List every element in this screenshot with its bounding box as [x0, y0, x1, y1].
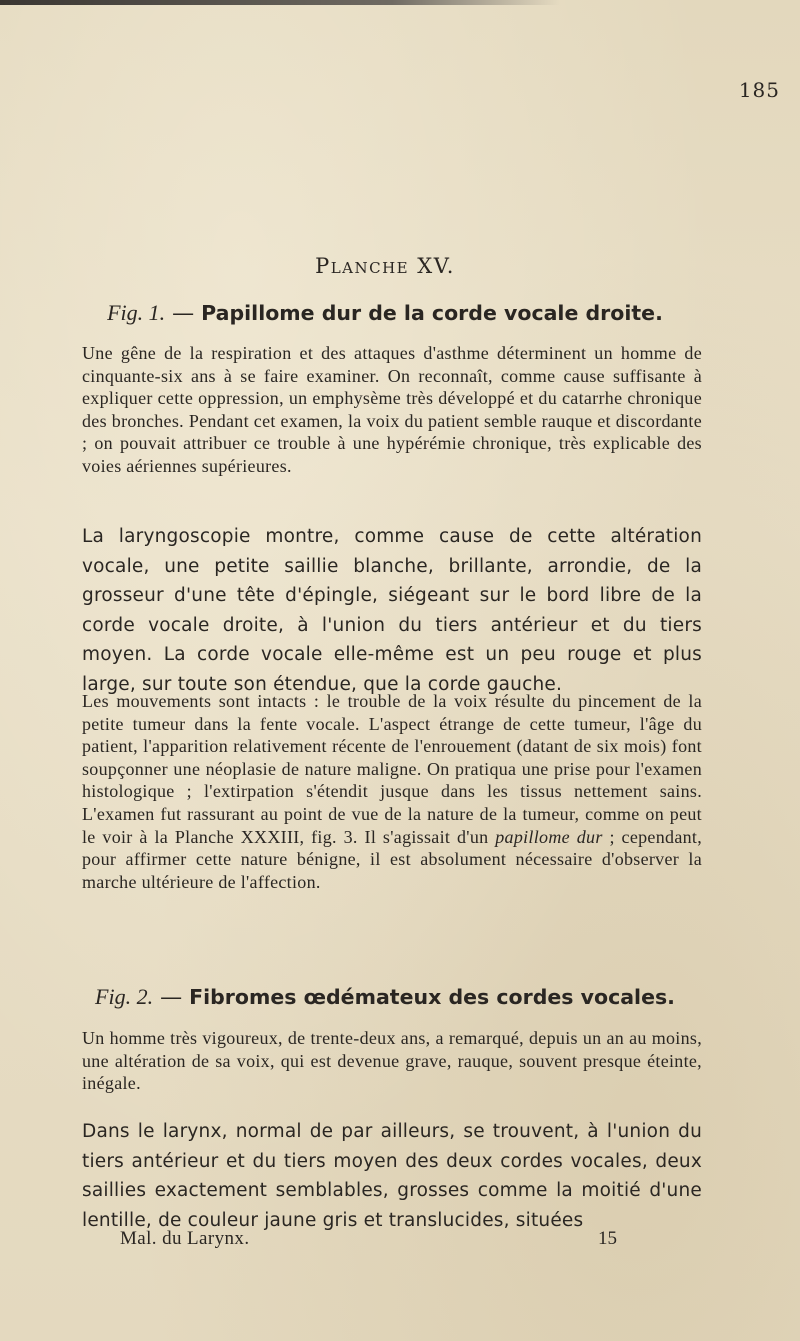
page-top-edge [0, 0, 560, 5]
fig2-dash: — [153, 985, 190, 1010]
footer-book-title: Mal. du Larynx. [120, 1228, 250, 1249]
fig1-heading [0, 300, 770, 326]
fig1-paragraph-3 [82, 690, 702, 893]
fig1-dash: — [165, 301, 202, 326]
fig1-paragraph-1: Une gêne de la respiration et des attaques d'asthme déterminent un homme de cinquante-six ans à se faire examiner. On reconnaît, comme cause suffisante à expliquer cette oppression, un emphysème très développé et du catarrhe chronique des bronches. Pendant cet examen, la voix du patient semble rauque et discordante ; on pouvait attribuer ce trouble à une hypérémie chronique, très explicable des voies aériennes supérieures. [82, 343, 702, 476]
fig2-paragraph-1: Un homme très vigoureux, de trente-deux ans, a remarqué, depuis un an au moins, une altération de sa voix, qui est devenue grave, rauque, souvent presque éteinte, inégale. [82, 1028, 702, 1094]
fig2-heading [0, 984, 770, 1010]
fig1-paragraph-2: La laryngoscopie montre, comme cause de cette altération vocale, une petite saillie blanche, brillante, arrondie, de la grosseur d'une tête d'épingle, siégeant sur le bord libre de la corde vocale droite, à l'union du tiers antérieur et du tiers moyen. La corde vocale elle-même est un peu rouge et plus large, sur toute son étendue, que la corde gauche. [82, 526, 702, 695]
fig2-label: Fig. 2. [95, 984, 154, 1009]
page-number: 185 [738, 78, 780, 102]
fig1-paragraph-3-italic: papillome dur [495, 826, 603, 847]
fig1-title: Papillome dur de la corde vocale droite. [201, 301, 663, 325]
footer-signature: 15 [598, 1228, 617, 1249]
fig1-paragraph-3-end: ; cependant, pour affirmer cette nature bénigne, il est absolument nécessaire d'observer la marche ultérieure de l'affection. [82, 826, 703, 892]
fig1-paragraph-3-text: Les mouvements sont intacts : le trouble de la voix résulte du pincement de la petite tumeur dans la fente vocale. L'aspect étrange de cette tumeur, l'âge du patient, l'apparition relativement récente de l'enrouement (datant de six mois) font soupçonner une néoplasie de nature maligne. On pratiqua une prise pour l'examen histologique ; l'extirpation s'étendit jusque dans les tissus nettement sains. L'examen fut rassurant au point de vue de la nature de la tumeur, comme on peut le voir à la Planche XXXIII, fig. 3. Il s'agissait d'un [82, 691, 702, 847]
fig2-title: Fibromes œdémateux des cordes vocales. [189, 985, 675, 1009]
plate-title: Planche XV. [315, 254, 455, 278]
fig1-label: Fig. 1. [107, 300, 166, 325]
fig2-paragraph-2: Dans le larynx, normal de par ailleurs, se trouvent, à l'union du tiers antérieur et du tiers moyen des deux cordes vocales, deux saillies exactement semblables, grosses comme la moitié d'une lentille, de couleur jaune gris et translucides, situées [82, 1121, 702, 1231]
